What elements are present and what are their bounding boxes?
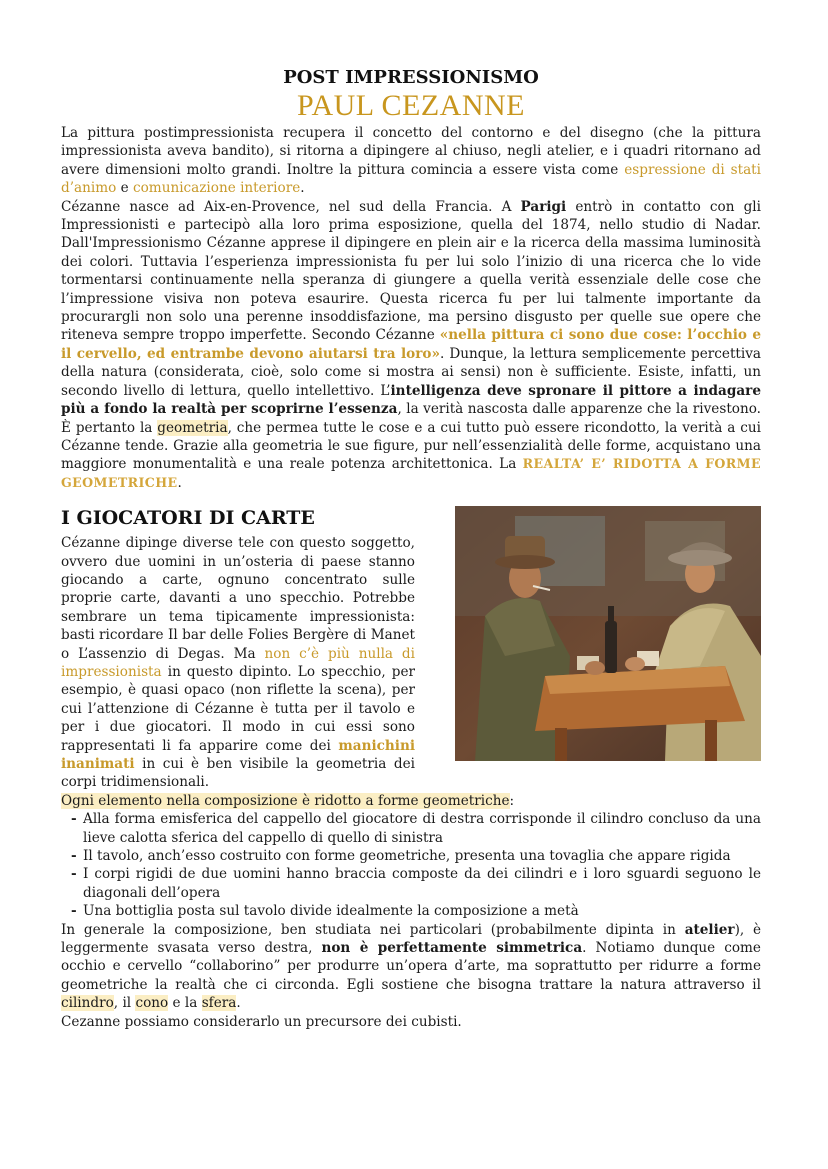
text-run: Cézanne dipinge diverse tele con questo soggetto, ovvero due uomini in un’osteria di paese stanno giocando a carte, ognuno concentrato sulle proprie carte, davanti a uno specchio. Potrebbe sembrare un tema tipicamente impressionista: basti ricordare Il bar delle Folies Bergère di Manet o L’assenzio di Degas. Ma — [61, 535, 415, 662]
bold-text: non è perfettamente simmetrica — [321, 940, 583, 957]
list-item-text: Il tavolo, anch’esso costruito con forme geometriche, presenta una tovaglia che appare rigida — [83, 848, 731, 865]
text-run: e la — [168, 995, 202, 1012]
section-heading: I GIOCATORI DI CARTE — [61, 507, 315, 530]
bullet-dash: - — [71, 903, 77, 920]
card-players-painting — [455, 506, 761, 761]
list-item — [71, 865, 761, 902]
geometry-list — [61, 810, 761, 920]
text-run: . — [236, 995, 241, 1012]
highlighted-word: cono — [135, 995, 169, 1012]
text-run: La pittura postimpressionista recupera il concetto del contorno e del disegno (che la pittura impressionista aveva bandito), si ritorna a dipingere al chiuso, negli atelier, e i quadri ritornano ad avere dimensioni molto grandi. Inoltre la pittura comincia a essere vista come — [61, 125, 761, 178]
text-run: . — [177, 474, 182, 491]
caps-statement: REALTA’ E’ RIDOTTA A FORME GEOMETRICHE — [61, 456, 761, 490]
list-item — [71, 902, 761, 920]
list-item-text: Una bottiglia posta sul tavolo divide idealmente la composizione a metà — [83, 903, 579, 920]
highlighted-word: geometria — [157, 419, 228, 436]
highlighted-word: sfera — [201, 995, 237, 1012]
text-run: In generale la composizione, ben studiata nei particolari (probabilmente dipinta in — [61, 921, 685, 938]
text-run: . Notiamo dunque come occhio e cervello “collaborino” per produrre un’opera d’arte, ma soprattutto per ridurre a forme geometriche la realtà che ci circonda. Egli sostiene che bisogna trattare la natura attraverso il — [61, 940, 761, 993]
conclusion-paragraph — [61, 921, 761, 1013]
bold-text: Parigi — [520, 198, 567, 215]
text-run: , che permea tutte le cose e a cui tutto può essere ricondotto, la verità a cui Cézanne tende. Grazie alla geometria le sue figure, pur nell’essenzialità delle forme, acquistano una maggiore monumentalità e una reale potenza architettonica. La — [61, 419, 761, 473]
bold-text: intelligenza deve spronare il pittore a indagare più a fondo la realtà per scoprirne l’essenza — [61, 382, 761, 418]
highlight-text: non c’è più nulla di impressionista — [61, 645, 415, 680]
list-item-text: Alla forma emisferica del cappello del giocatore di destra corrisponde il cilindro concluso da una lieve calotta sferica del cappello di quello di sinistra — [83, 811, 761, 846]
list-item — [71, 847, 761, 865]
highlighted-word: cilindro — [61, 995, 114, 1012]
bold-text: atelier — [684, 921, 735, 938]
final-sentence: Cezanne possiamo considerarlo un precursore dei cubisti. — [61, 1013, 462, 1030]
list-item-text: I corpi rigidi de due uomini hanno braccia composte da dei cilindri e i loro sguardi seguono le diagonali dell’opera — [83, 866, 761, 901]
artist-name: PAUL CEZANNE — [297, 89, 525, 122]
bullet-dash: - — [71, 811, 77, 828]
text-run: in questo dipinto. Lo specchio, per esempio, è quasi opaco (non riflette la scena), per cui l’attenzione di Cézanne è tutta per il tavolo e per i due giocatori. Il modo in cui essi sono rappresentati li fa apparire come dei — [61, 663, 415, 754]
document-page — [61, 66, 761, 1031]
biography-paragraph — [61, 198, 761, 493]
card-players-paragraph — [61, 534, 415, 792]
text-run: ), è leggermente svasata verso destra, — [61, 921, 762, 957]
highlight-text: comunicazione interiore — [133, 180, 301, 197]
list-intro — [61, 792, 761, 810]
intro-paragraph — [61, 124, 761, 198]
text-run: , il — [113, 995, 136, 1012]
text-run: entrò in contatto con gli Impressionisti e partecipò alla loro prima esposizione, quella del 1874, nello studio di Nadar. Dall'Impressionismo Cézanne apprese il dipingere en plein air e la ricerca della massima luminosità dei colori. Tuttavia l’esperienza impressionista fu per lui solo l’inizio di una ricerca che lo vide tormentarsi continuamente nella speranza di giungere a quella verità essenziale delle cose che l’impressione visiva non poteva esaurire. Questa ricerca fu per lui talmente importante da procurargli non solo una perenne insoddisfazione, ma persino disgusto per quelle sue opere che riteneva sempre troppo imperfette. Secondo Cézanne — [61, 198, 761, 344]
page-title: POST IMPRESSIONISMO — [283, 67, 539, 88]
highlight-text: espressione di stati d’animo — [61, 161, 761, 197]
text-run: . — [300, 180, 305, 197]
text-run: e — [116, 180, 133, 197]
card-players-section — [61, 506, 761, 792]
highlighted-sentence: Ogni elemento nella composizione è ridotto a forme geometriche — [61, 792, 510, 809]
text-run: Cézanne nasce ad Aix-en-Provence, nel sud della Francia. A — [61, 198, 521, 215]
highlight-bold-text: manichini inanimati — [61, 737, 415, 772]
bullet-dash: - — [71, 866, 77, 883]
bullet-dash: - — [71, 848, 77, 865]
list-item — [71, 810, 761, 847]
text-run: . Dunque, la lettura semplicemente percettiva della natura (considerata, cioè, solo come si mostra ai sensi) non è sufficiente. Esiste, infatti, un secondo livello di lettura, quello intellettivo. L’ — [61, 345, 761, 399]
text-run: , la verità nascosta dalle apparenze che la rivestono. È pertanto la — [61, 401, 761, 436]
quote-text: «nella pittura ci sono due cose: l’occhio e il cervello, ed entrambe devono aiutarsi tra loro» — [61, 327, 762, 362]
text-run: in cui è ben visibile la geometria dei corpi tridimensionali. — [61, 756, 415, 791]
text-run: : — [509, 792, 515, 809]
